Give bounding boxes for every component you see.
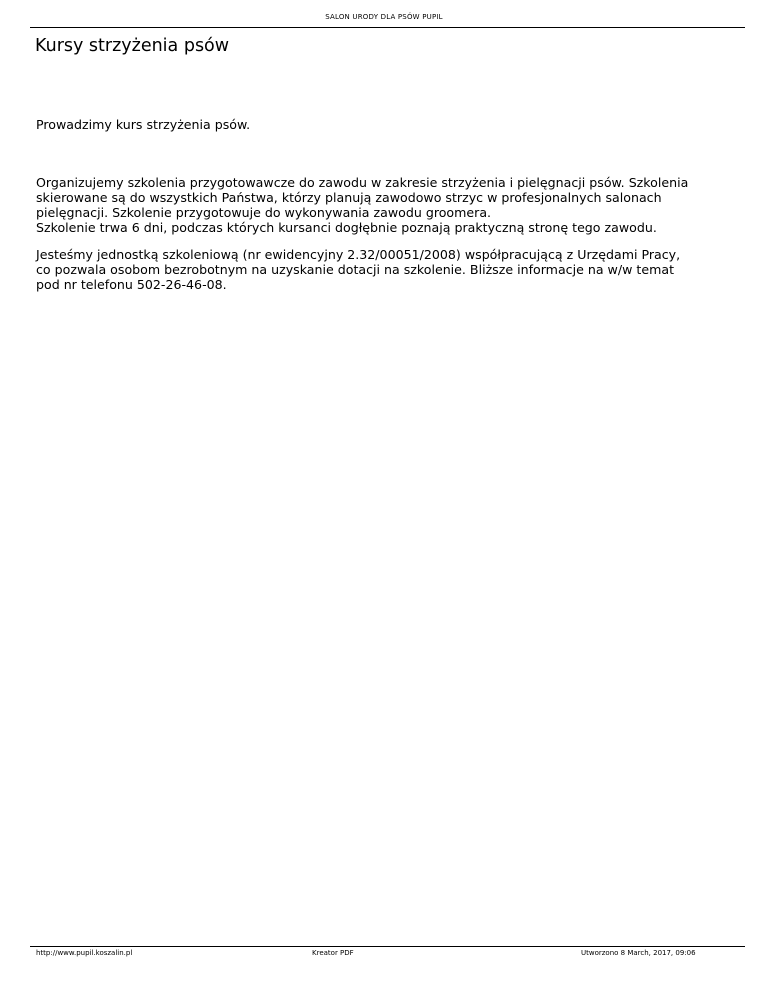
paragraph-line: Organizujemy szkolenia przygotowawcze do zawodu w zakresie strzyżenia i pielęgnacji psów. Szkolenia [36, 175, 689, 190]
footer-generator: Kreator PDF [312, 949, 354, 957]
paragraph-line: skierowane są do wszystkich Państwa, którzy planują zawodowo strzyc w profesjonalnych salonach [36, 190, 662, 205]
intro-text: Prowadzimy kurs strzyżenia psów. [36, 117, 251, 132]
page-title: Kursy strzyżenia psów [35, 36, 230, 56]
paragraph-training-unit-info [36, 247, 746, 292]
paragraph-line: pielęgnacji. Szkolenie przygotowuje do wykonywania zawodu groomera. [36, 205, 492, 220]
header-divider [30, 27, 745, 28]
footer-divider [30, 946, 745, 947]
footer-created-date: Utworzono 8 March, 2017, 09:06 [581, 949, 696, 957]
paragraph-line: Jesteśmy jednostką szkoleniową (nr ewidencyjny 2.32/00051/2008) współpracującą z Urzędami Pracy, [36, 247, 681, 262]
page-header-site-name: SALON URODY DLA PSÓW PUPIL [325, 13, 443, 21]
paragraph-line: pod nr telefonu 502-26-46-08. [36, 277, 227, 292]
paragraph-line: Szkolenie trwa 6 dni, podczas których kursanci dogłębnie poznają praktyczną stronę tego zawodu. [36, 220, 657, 235]
paragraph-training-description [36, 175, 746, 235]
footer-url: http://www.pupil.koszalin.pl [36, 949, 133, 957]
paragraph-line: co pozwala osobom bezrobotnym na uzyskanie dotacji na szkolenie. Bliższe informacje na w/w temat [36, 262, 675, 277]
